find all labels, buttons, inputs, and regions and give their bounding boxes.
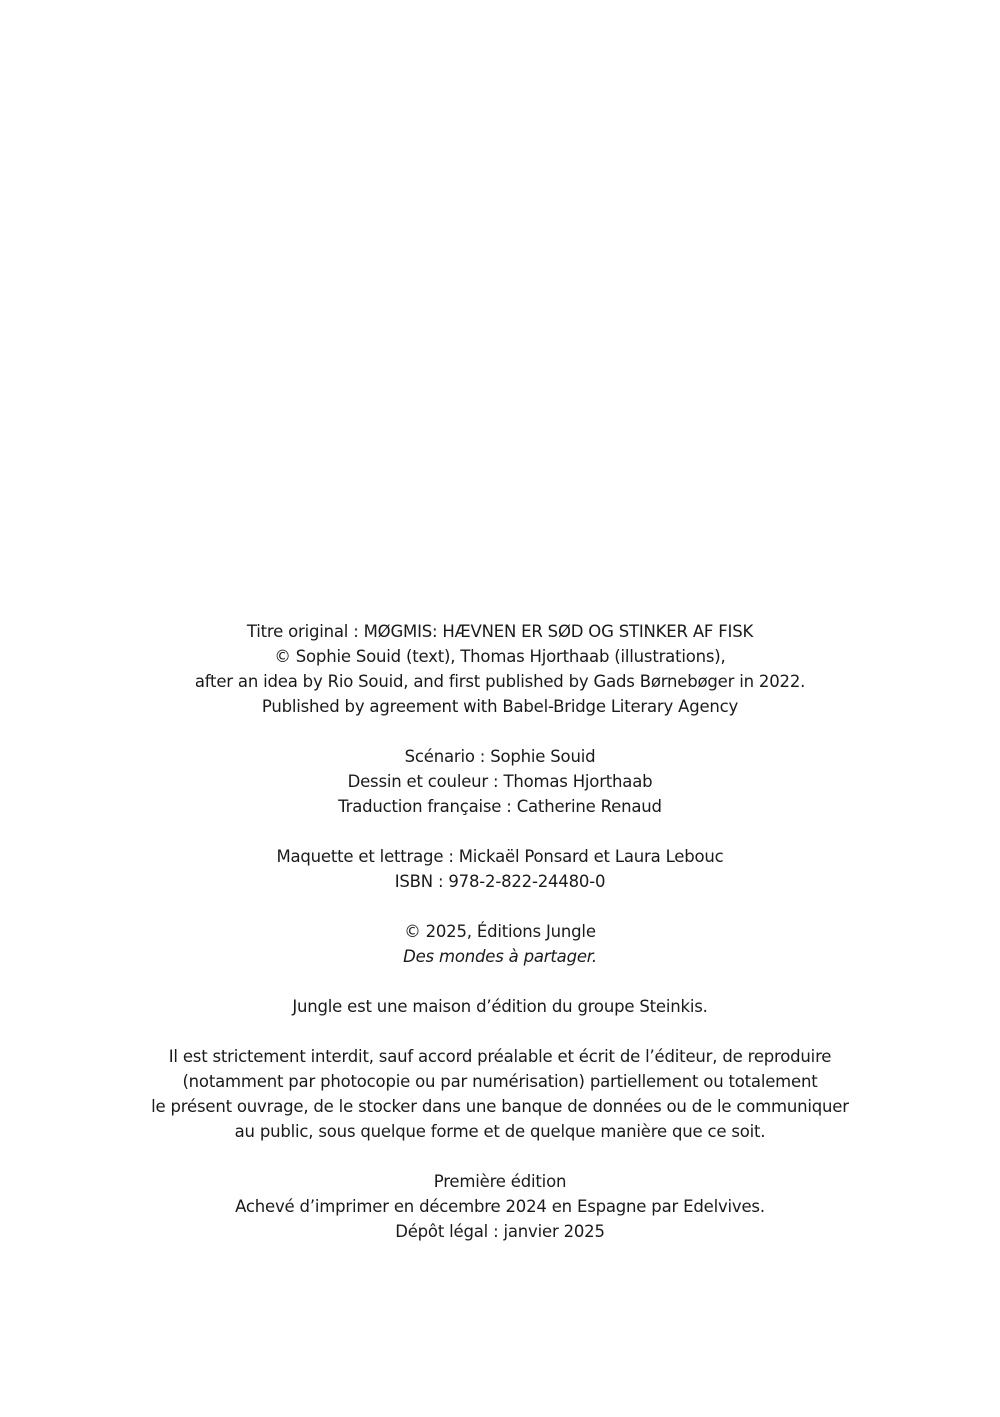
legal-deposit: Dépôt légal : janvier 2025: [395, 1222, 605, 1241]
publisher-tagline: Des mondes à partager.: [403, 947, 597, 966]
printing-statement: Achevé d’imprimer en décembre 2024 en Espagne par Edelvives.: [235, 1197, 765, 1216]
legal-notice-line: Il est strictement interdit, sauf accord préalable et écrit de l’éditeur, de reproduire: [168, 1047, 832, 1066]
legal-notice-block: [0, 1044, 1000, 1144]
colophon: [0, 619, 1000, 1269]
group-statement: Jungle est une maison d’édition du groupe Steinkis.: [292, 997, 708, 1016]
edition-statement: Première édition: [433, 1172, 567, 1191]
production-block: [0, 844, 1000, 894]
legal-notice-line: (notamment par photocopie ou par numérisation) partiellement ou totalement: [182, 1072, 818, 1091]
agency-agreement: Published by agreement with Babel-Bridge Literary Agency: [261, 697, 739, 716]
isbn: ISBN : 978-2-822-24480-0: [394, 872, 606, 891]
original-title: Titre original : MØGMIS: HÆVNEN ER SØD OG STINKER AF FISK: [246, 622, 754, 641]
scenario-credit: Scénario : Sophie Souid: [404, 747, 596, 766]
legal-notice-line: au public, sous quelque forme et de quelque manière que ce soit.: [234, 1122, 766, 1141]
original-copyright: © Sophie Souid (text), Thomas Hjorthaab (illustrations),: [274, 647, 726, 666]
translation-credit: Traduction française : Catherine Renaud: [338, 797, 662, 816]
legal-notice-line: le présent ouvrage, de le stocker dans une banque de données ou de le communiquer: [151, 1097, 849, 1116]
original-publication: after an idea by Rio Souid, and first published by Gads Børnebøger in 2022.: [194, 672, 806, 691]
credits-block: [0, 744, 1000, 819]
layout-credit: Maquette et lettrage : Mickaël Ponsard et Laura Lebouc: [276, 847, 724, 866]
publisher-block: [0, 919, 1000, 969]
publisher-copyright: © 2025, Éditions Jungle: [404, 922, 596, 941]
group-block: [0, 994, 1000, 1019]
original-title-block: [0, 619, 1000, 719]
printing-block: [0, 1169, 1000, 1244]
drawing-credit: Dessin et couleur : Thomas Hjorthaab: [347, 772, 653, 791]
